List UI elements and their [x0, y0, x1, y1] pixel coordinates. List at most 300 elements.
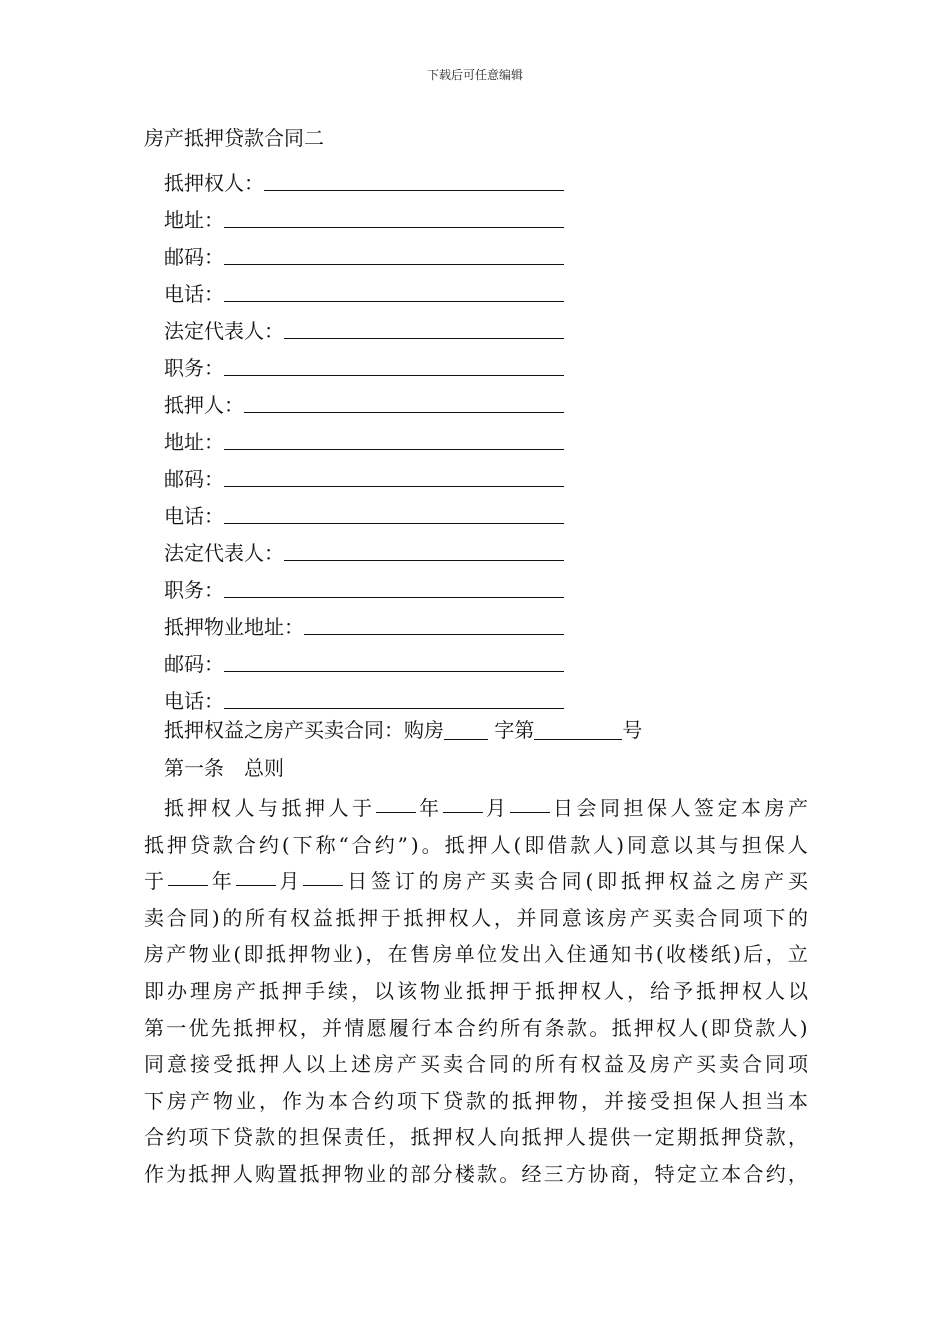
body-char: 抵 — [410, 1125, 431, 1150]
field-label: 地址： — [164, 430, 224, 454]
body-char: 的 — [512, 1052, 532, 1077]
body-char: 物 — [213, 1088, 233, 1113]
field-blank-line — [244, 392, 564, 413]
body-char: 履 — [388, 1015, 409, 1040]
body-char: 于 — [512, 978, 532, 1003]
body-char: 即 — [243, 942, 264, 967]
body-char: 抵 — [164, 796, 184, 820]
body-char: 商 — [610, 1161, 631, 1186]
body-char: 下 — [292, 832, 313, 857]
body-char: 会 — [576, 796, 597, 820]
body-char: 签 — [370, 869, 391, 894]
body-char: 卖 — [719, 1052, 739, 1077]
body-char: 该 — [397, 978, 417, 1003]
body-char: 楼 — [688, 942, 709, 967]
body-char: 押 — [288, 942, 309, 967]
form-field — [164, 380, 584, 417]
body-char: 及 — [627, 1052, 647, 1077]
field-label: 职务： — [164, 356, 224, 380]
body-char: 一 — [632, 1125, 653, 1150]
body-char: 即 — [597, 869, 618, 894]
body-char: 向 — [499, 1125, 520, 1150]
body-char: 同 — [189, 905, 210, 930]
body-char: 业 — [211, 942, 232, 967]
body-char: 物 — [558, 1088, 578, 1113]
body-char: 人 — [604, 978, 624, 1003]
body-char: 的 — [222, 905, 243, 930]
body-char: 合 — [697, 905, 718, 930]
body-char: 房 — [374, 1052, 394, 1077]
body-char: 。 — [421, 832, 442, 857]
body-char: 抵 — [144, 832, 164, 857]
body-char: 同 — [720, 905, 741, 930]
body-char: 置 — [277, 1161, 298, 1186]
field-blank-line — [224, 688, 564, 709]
body-char: 月 — [279, 869, 300, 894]
body-char: 人 — [719, 1088, 739, 1113]
body-char: ) — [211, 905, 220, 930]
body-char: 抵 — [512, 1088, 532, 1113]
body-char: 供 — [610, 1125, 631, 1150]
field-blank-line — [224, 429, 564, 450]
body-char: 押 — [166, 832, 187, 857]
body-char: 收 — [666, 942, 687, 967]
body-char: 借 — [547, 832, 568, 857]
field-blank-line — [224, 503, 564, 524]
body-char: 押 — [432, 1125, 453, 1150]
article-heading: 第一条 总则 — [164, 756, 284, 780]
body-char: 合 — [537, 869, 558, 894]
body-char: ) — [733, 942, 741, 967]
body-char: 权 — [448, 905, 469, 930]
body-char: 约 — [258, 832, 279, 857]
body-char: 愿 — [366, 1015, 387, 1040]
form-field — [164, 343, 584, 380]
form-field — [164, 491, 584, 528]
body-char: 押 — [358, 905, 379, 930]
field-label: 邮码： — [164, 652, 224, 676]
body-char: 款 — [255, 1125, 276, 1150]
party-fields — [164, 158, 584, 713]
field-blank-line — [224, 281, 564, 302]
body-char: 产 — [788, 796, 808, 820]
body-char: 买 — [696, 1052, 716, 1077]
body-char: 人 — [765, 978, 785, 1003]
body-char: 。 — [589, 1015, 610, 1040]
body-char: 下 — [420, 1088, 440, 1113]
body-char: 即 — [524, 832, 545, 857]
body-char: 约 — [166, 1125, 187, 1150]
body-char: 抵 — [265, 942, 286, 967]
body-char: 押 — [305, 796, 325, 820]
body-char: ， — [787, 1125, 808, 1150]
body-char: 并 — [322, 1015, 343, 1040]
body-char: 业 — [443, 978, 463, 1003]
contract-ref-prefix: 抵押权益之房产买卖合同：购房 — [164, 718, 444, 742]
body-char: 权 — [668, 869, 689, 894]
body-char: 项 — [397, 1088, 417, 1113]
body-char: 卖 — [513, 869, 534, 894]
date-blank-line — [236, 863, 276, 886]
page-header: 下载后可任意编辑 — [426, 68, 523, 82]
field-blank-line — [284, 318, 564, 339]
body-char: 同 — [626, 832, 647, 857]
body-char: 发 — [499, 942, 520, 967]
body-line — [144, 1010, 808, 1047]
body-char: 以 — [305, 1052, 325, 1077]
body-char: 后 — [743, 942, 764, 967]
body-line — [144, 1083, 808, 1120]
body-char: 押 — [719, 978, 739, 1003]
document-title: 房产抵押贷款合同二 — [144, 126, 324, 150]
body-char: 押 — [425, 905, 446, 930]
field-label: 抵押人： — [164, 393, 244, 417]
body-char: 即 — [144, 978, 164, 1003]
body-char: 产 — [673, 1052, 693, 1077]
body-char: 押 — [259, 1052, 279, 1077]
body-char: 与 — [718, 832, 739, 857]
body-char: 保 — [321, 1125, 342, 1150]
body-char: 人 — [477, 1125, 498, 1150]
body-char: 月 — [486, 796, 506, 820]
body-char: 房 — [144, 942, 164, 967]
body-char: 订 — [394, 869, 415, 894]
form-field — [164, 417, 584, 454]
body-char: 责 — [343, 1125, 364, 1150]
body-char: 权 — [581, 1052, 601, 1077]
body-char: ， — [627, 978, 647, 1003]
body-char: 特 — [654, 1161, 675, 1186]
body-char: ， — [351, 978, 371, 1003]
body-line — [144, 827, 808, 864]
body-char: 合 — [144, 1125, 164, 1150]
form-field — [164, 639, 584, 676]
body-char: 以 — [672, 832, 693, 857]
body-char: 权 — [454, 1125, 475, 1150]
date-blank-line — [510, 790, 550, 813]
body-char: ( — [655, 942, 664, 967]
body-char: 本 — [721, 1161, 742, 1186]
body-char: 购 — [255, 1161, 276, 1186]
body-char: 人 — [282, 1052, 302, 1077]
body-char: 为 — [166, 1161, 187, 1186]
body-char: 协 — [588, 1161, 609, 1186]
body-char: 三 — [543, 1161, 564, 1186]
body-char: 年 — [211, 869, 232, 894]
body-char: 即 — [710, 1015, 731, 1040]
body-char: 贷 — [732, 1015, 753, 1040]
body-char: 押 — [543, 1125, 564, 1150]
body-char: 上 — [328, 1052, 348, 1077]
body-char: 本 — [433, 1015, 454, 1040]
body-line — [144, 936, 808, 973]
body-char: 人 — [777, 1015, 798, 1040]
body-char: 同 — [489, 1052, 509, 1077]
body-char: 续 — [328, 978, 348, 1003]
body-char: 抵 — [535, 978, 555, 1003]
body-char: 通 — [588, 942, 609, 967]
body-char: 物 — [420, 978, 440, 1003]
body-char: 其 — [695, 832, 716, 857]
body-char: 有 — [267, 905, 288, 930]
body-char: 物 — [188, 942, 209, 967]
body-char: 合 — [235, 832, 256, 857]
body-char: 买 — [420, 1052, 440, 1077]
body-char: ) — [799, 1015, 808, 1040]
body-char: 日 — [553, 796, 573, 820]
field-label: 邮码： — [164, 467, 224, 491]
form-field — [164, 602, 584, 639]
body-char: 保 — [647, 796, 667, 820]
body-char: 人 — [328, 796, 349, 820]
body-char: 押 — [535, 1088, 555, 1113]
body-char: 房 — [606, 905, 627, 930]
body-char: 办 — [167, 978, 187, 1003]
body-char: 之 — [716, 869, 737, 894]
date-blank-line — [376, 790, 416, 813]
field-blank-line — [284, 540, 564, 561]
body-char: 益 — [312, 905, 333, 930]
body-char: 贷 — [743, 1125, 764, 1150]
body-char: 款 — [570, 832, 591, 857]
field-label: 抵押物业地址： — [164, 615, 304, 639]
body-char: 业 — [236, 1088, 256, 1113]
body-char: 约 — [374, 1088, 394, 1113]
body-char: 权 — [290, 905, 311, 930]
form-field — [164, 565, 584, 602]
body-char: 产 — [190, 1088, 210, 1113]
body-char: 押 — [721, 1125, 742, 1150]
contract-ref-suffix: 号 — [622, 718, 643, 742]
body-char: 有 — [522, 1015, 543, 1040]
body-char: 保 — [764, 832, 785, 857]
body-char: 受 — [650, 1088, 670, 1113]
body-char: 述 — [351, 1052, 371, 1077]
body-char: 同 — [600, 796, 620, 820]
body-char: 本 — [788, 1088, 808, 1113]
body-char: 知 — [611, 942, 632, 967]
body-char: 款 — [765, 1125, 786, 1150]
body-char: 定 — [676, 1161, 697, 1186]
body-char: 楼 — [454, 1161, 475, 1186]
body-char: 作 — [144, 1161, 164, 1186]
body-char: 款 — [755, 1015, 776, 1040]
body-char: 的 — [489, 1088, 509, 1113]
body-char: ( — [585, 869, 594, 894]
body-char: ， — [388, 1125, 409, 1150]
body-char: 并 — [516, 905, 537, 930]
body-line — [144, 1119, 808, 1156]
body-char: ( — [700, 1015, 709, 1040]
body-char: 接 — [627, 1088, 647, 1113]
body-char: 担 — [741, 832, 762, 857]
body-char: 提 — [588, 1125, 609, 1150]
form-field — [164, 158, 584, 195]
body-char: 押 — [644, 869, 665, 894]
body-char: ) — [410, 832, 419, 857]
form-field — [164, 306, 584, 343]
body-char: 与 — [258, 796, 278, 820]
body-char: 先 — [210, 1015, 231, 1040]
body-char: 接 — [190, 1052, 210, 1077]
body-line — [144, 973, 808, 1010]
field-label: 法定代表人： — [164, 319, 284, 343]
body-char: 在 — [387, 942, 408, 967]
body-char: 受 — [213, 1052, 233, 1077]
field-blank-line — [224, 244, 564, 265]
body-char: 合 — [351, 1088, 371, 1113]
body-char: 意 — [167, 1052, 187, 1077]
body-char: 担 — [742, 1088, 762, 1113]
body-char: 日 — [347, 869, 368, 894]
body-char: ， — [787, 1161, 808, 1186]
body-char: 抵 — [299, 1161, 320, 1186]
body-char: 抵 — [444, 832, 465, 857]
body-char: 于 — [352, 796, 372, 820]
body-char: 为 — [305, 1088, 325, 1113]
body-char: 的 — [418, 869, 439, 894]
body-char: 以 — [788, 978, 808, 1003]
body-char: 住 — [566, 942, 587, 967]
body-char: ， — [365, 942, 386, 967]
body-char: 益 — [604, 1052, 624, 1077]
body-char: 权 — [656, 1015, 677, 1040]
body-char: 权 — [581, 978, 601, 1003]
body-char: 所 — [500, 1015, 521, 1040]
body-char: 保 — [696, 1088, 716, 1113]
body-char: 权 — [742, 978, 762, 1003]
field-label: 法定代表人： — [164, 541, 284, 565]
body-char: 于 — [380, 905, 401, 930]
body-char: 人 — [471, 905, 492, 930]
body-char: 押 — [210, 1161, 231, 1186]
body-char: 的 — [787, 905, 808, 930]
field-label: 职务： — [164, 578, 224, 602]
body-char: 抵 — [188, 1161, 209, 1186]
body-char: 担 — [299, 1125, 320, 1150]
body-char: 房 — [740, 869, 761, 894]
body-char: 并 — [604, 1088, 624, 1113]
body-char: 同 — [765, 1052, 785, 1077]
body-char: 合 — [166, 905, 187, 930]
body-char: 押 — [633, 1015, 654, 1040]
field-blank-line — [224, 577, 564, 598]
body-char: 产 — [236, 978, 256, 1003]
body-char: 部 — [410, 1161, 431, 1186]
body-char: 抵 — [466, 978, 486, 1003]
body-char: 书 — [633, 942, 654, 967]
body-char: 所 — [535, 1052, 555, 1077]
body-char: ) — [616, 832, 624, 857]
body-char: 贷 — [443, 1088, 463, 1113]
field-label: 电话： — [164, 504, 224, 528]
body-char: 押 — [467, 832, 488, 857]
field-blank-line — [224, 466, 564, 487]
body-char: 抵 — [233, 1015, 254, 1040]
field-label: 电话： — [164, 282, 224, 306]
body-char: 抵 — [696, 978, 716, 1003]
body-char: 人 — [678, 1015, 699, 1040]
body-char: 位 — [477, 942, 498, 967]
body-line — [144, 790, 808, 827]
body-char: 担 — [623, 796, 644, 820]
body-char: 入 — [544, 942, 565, 967]
date-blank-line — [168, 863, 208, 886]
body-char: 业 — [332, 942, 353, 967]
body-char: ， — [765, 942, 786, 967]
body-char: ( — [233, 942, 242, 967]
body-char: 房 — [764, 796, 785, 820]
body-char: 出 — [521, 942, 542, 967]
body-char: 房 — [432, 942, 453, 967]
field-label: 电话： — [164, 689, 224, 713]
body-char: 优 — [188, 1015, 209, 1040]
body-char: 下 — [210, 1125, 231, 1150]
body-char: 签 — [694, 796, 714, 820]
body-line — [144, 863, 808, 900]
date-blank-line — [443, 790, 483, 813]
body-char: 卖 — [674, 905, 695, 930]
body-char: 意 — [561, 905, 582, 930]
body-char: 情 — [344, 1015, 365, 1040]
body-char: 同 — [144, 1052, 164, 1077]
form-field — [164, 232, 584, 269]
body-char: 本 — [741, 796, 761, 820]
body-char: 手 — [305, 978, 325, 1003]
body-char: 当 — [765, 1088, 785, 1113]
body-char: 作 — [282, 1088, 302, 1113]
body-char: 合 — [351, 832, 372, 857]
body-char: 。 — [499, 1161, 520, 1186]
field-blank-line — [304, 614, 564, 635]
body-char: 抵 — [521, 1125, 542, 1150]
body-char: 同 — [561, 869, 582, 894]
body-char: 理 — [190, 978, 210, 1003]
body-char: 物 — [343, 1161, 364, 1186]
body-char: 卖 — [443, 1052, 463, 1077]
body-char: 人 — [593, 832, 614, 857]
body-char: ) — [355, 942, 364, 967]
body-char: ， — [493, 905, 514, 930]
body-char: 权 — [211, 796, 231, 820]
field-label: 抵押权人： — [164, 171, 264, 195]
field-blank-line — [264, 170, 564, 191]
body-char: 称 — [315, 832, 336, 857]
body-char: ， — [259, 1088, 279, 1113]
body-char: 款 — [212, 832, 233, 857]
body-char: 意 — [649, 832, 670, 857]
date-blank-line — [303, 863, 343, 886]
body-char: 的 — [277, 1125, 298, 1150]
body-char: 定 — [654, 1125, 675, 1150]
body-char: 房 — [213, 978, 233, 1003]
body-char: 立 — [787, 942, 808, 967]
body-char: ” — [397, 832, 408, 857]
body-char: 物 — [310, 942, 331, 967]
form-field — [164, 195, 584, 232]
body-char: 下 — [765, 905, 786, 930]
body-char: 约 — [374, 832, 395, 857]
body-char: 分 — [432, 1161, 453, 1186]
body-char: 贷 — [232, 1125, 253, 1150]
body-char: 有 — [558, 1052, 578, 1077]
body-char: 担 — [673, 1088, 693, 1113]
body-char: 产 — [629, 905, 650, 930]
body-char: ， — [581, 1088, 601, 1113]
contract-ref-blank-1 — [444, 719, 488, 740]
body-char: 约 — [765, 1161, 786, 1186]
body-line — [144, 1046, 808, 1083]
